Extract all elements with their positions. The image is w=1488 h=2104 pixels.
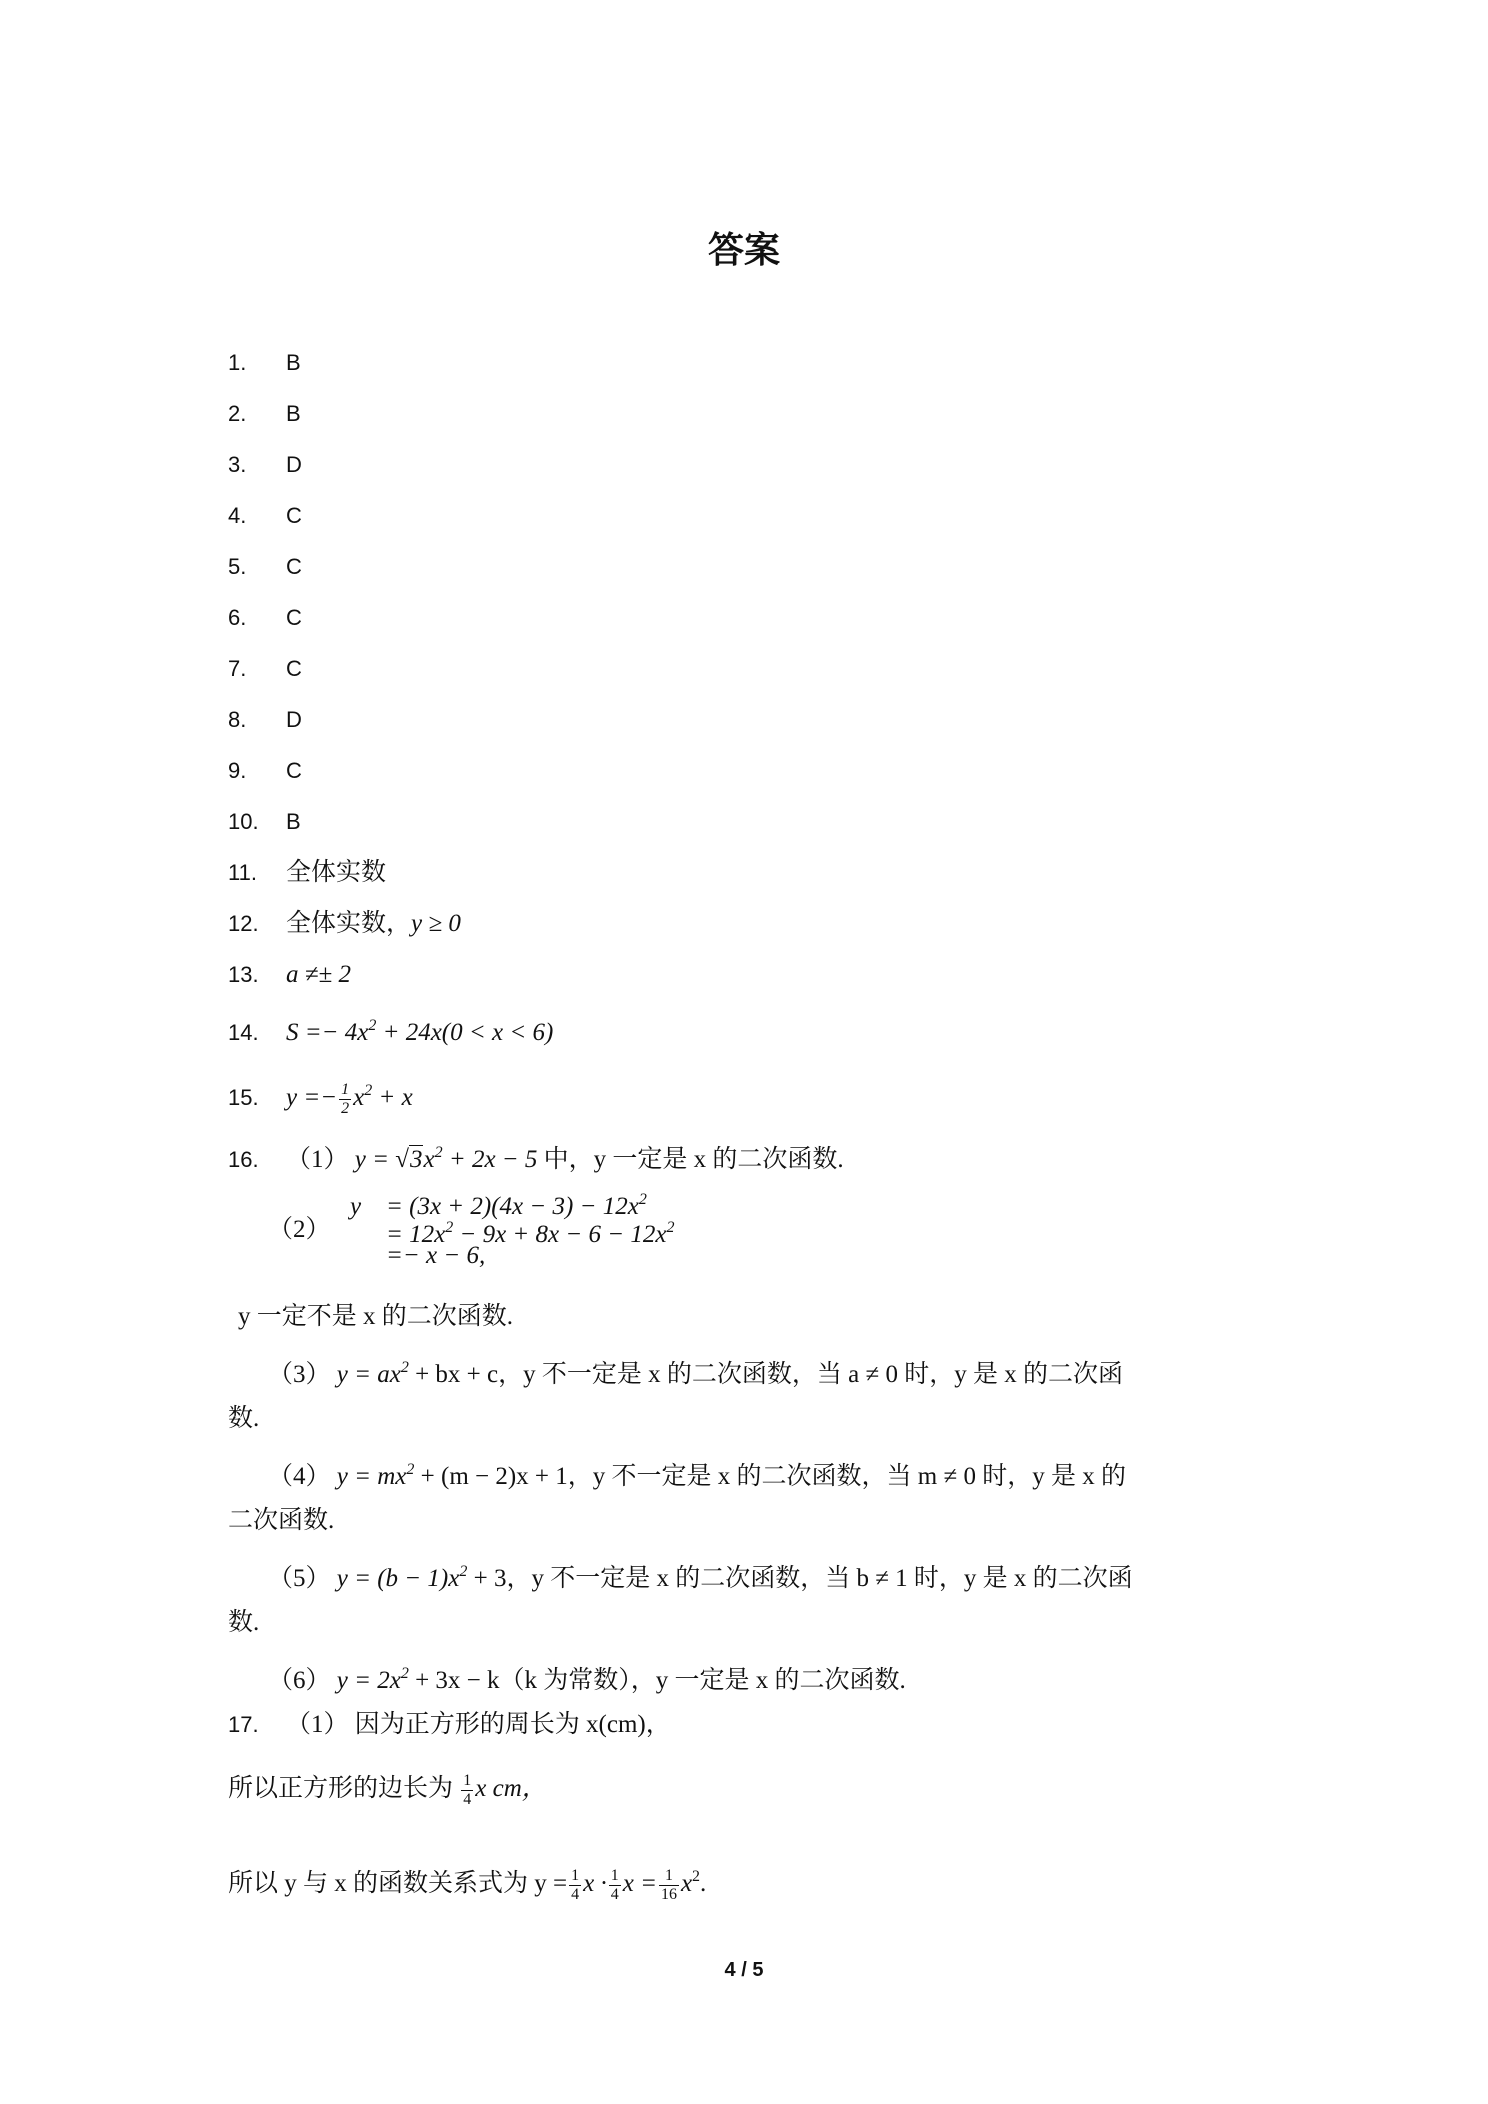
page-number: 4 / 5 xyxy=(724,1959,764,1981)
answer-text: 中，y 一定是 x 的二次函数. xyxy=(537,1146,844,1173)
answer-number: 5. xyxy=(228,554,247,579)
answer-math: y =− $\frac{1}{2}$ $x^2 + x$ xyxy=(286,1080,413,1117)
answer-line xyxy=(228,1708,1268,1742)
answer-line: 所以 y 与 x 的函数关系式为 y = $\frac{1}{4}$ x · $\frac{1}{4}$ x = $\frac{1}{16}$ $x^2$. xyxy=(228,1866,707,1903)
answer-math: y ≥ 0 xyxy=(411,910,461,937)
answer-number: 17. xyxy=(228,1712,259,1737)
answer-math: a ≠± 2 xyxy=(286,961,351,988)
answer-math: $y = √3x^2 + 2x - 5$ xyxy=(354,1144,538,1173)
answer-line xyxy=(228,1009,1268,1050)
answer-number: 2. xyxy=(228,401,247,426)
answer-line xyxy=(228,1136,1268,1177)
answer-value: D xyxy=(286,452,302,477)
answer-line: （4） $y = mx^2 + (m - 2)x + 1$，y 不一定是 x 的二次函数，当 m ≠ 0 时，y 是 x 的 xyxy=(268,1461,1126,1490)
answer-number: 14. xyxy=(228,1020,259,1045)
answer-value: B xyxy=(286,809,301,834)
answer-line xyxy=(228,958,1268,992)
answer-line xyxy=(228,856,1268,890)
fraction: $\frac{1}{16}$ xyxy=(660,1866,677,1903)
answer-value: C xyxy=(286,656,302,681)
answer-number: 12. xyxy=(228,911,259,936)
answer-line xyxy=(228,601,1268,635)
answer-line xyxy=(228,346,1268,380)
equation-block: $y = (3x + 2)(4x - 3) - 12x^2$ = $12x^2 - 9x + 8x - 6 - 12x^2$ =− x − 6, xyxy=(350,1191,675,1269)
answer-number: 3. xyxy=(228,452,247,477)
part-label: （1） xyxy=(286,1711,349,1738)
fraction: $\frac{1}{4}$ xyxy=(463,1772,472,1808)
answer-number: 13. xyxy=(228,962,259,987)
answer-line xyxy=(228,805,1268,839)
answer-number: 7. xyxy=(228,656,247,681)
answer-number: 15. xyxy=(228,1085,259,1110)
part-label: （1） xyxy=(286,1146,349,1173)
answer-number: 9. xyxy=(228,758,247,783)
answer-value: B xyxy=(286,350,301,375)
answer-line: 所以正方形的边长为 $\frac{1}{4}$ x cm， xyxy=(228,1772,547,1808)
answer-line xyxy=(228,499,1268,533)
answer-number: 10. xyxy=(228,809,259,834)
fraction: $\frac{1}{4}$ xyxy=(610,1866,619,1903)
answer-number: 6. xyxy=(228,605,247,630)
fraction: $\frac{1}{2}$ xyxy=(341,1080,350,1117)
answer-value: C xyxy=(286,503,302,528)
answer-line xyxy=(228,703,1268,737)
answer-value: D xyxy=(286,707,302,732)
answer-line xyxy=(228,1074,1268,1118)
answer-line: （6） $y = 2x^2 + 3x - k(k$ 为常数），y 一定是 x 的二次函数. xyxy=(268,1665,906,1694)
answer-line xyxy=(228,550,1268,584)
answer-text: 因为正方形的周长为 x(cm)， xyxy=(354,1711,671,1738)
answer-math: $S =- 4x^2 + 24x(0 < x < 6)$ xyxy=(286,1017,554,1046)
answer-line xyxy=(228,754,1268,788)
page-title: 答案 xyxy=(707,230,780,271)
answer-number: 11. xyxy=(228,860,257,885)
answer-text: 数. xyxy=(228,1609,260,1636)
answer-number: 8. xyxy=(228,707,247,732)
answer-line xyxy=(228,448,1268,482)
answer-value: C xyxy=(286,554,302,579)
answer-line: （3） $y = ax^2$ + bx + c，y 不一定是 x 的二次函数，当 a ≠ 0 时，y 是 x 的二次函 xyxy=(268,1359,1123,1388)
answer-line xyxy=(228,397,1268,431)
answer-text: 数. xyxy=(228,1405,260,1432)
answer-text: 全体实数， xyxy=(286,910,412,937)
answer-value: C xyxy=(286,758,302,783)
answer-line xyxy=(228,652,1268,686)
part-label: （2） xyxy=(268,1216,331,1243)
answer-line: （5） $y = (b - 1)x^2 + 3$，y 不一定是 x 的二次函数，当 b ≠ 1 时，y 是 x 的二次函 xyxy=(268,1563,1133,1592)
answer-line xyxy=(228,907,1268,941)
answer-value: B xyxy=(286,401,301,426)
answer-value: 全体实数 xyxy=(286,859,387,886)
answer-value: C xyxy=(286,605,302,630)
answer-number: 16. xyxy=(228,1147,259,1172)
answer-text: 二次函数. xyxy=(228,1507,335,1534)
answer-number: 4. xyxy=(228,503,247,528)
answer-number: 1. xyxy=(228,350,247,375)
answer-text: y 一定不是 x 的二次函数. xyxy=(238,1303,514,1330)
fraction: $\frac{1}{4}$ xyxy=(571,1866,580,1903)
